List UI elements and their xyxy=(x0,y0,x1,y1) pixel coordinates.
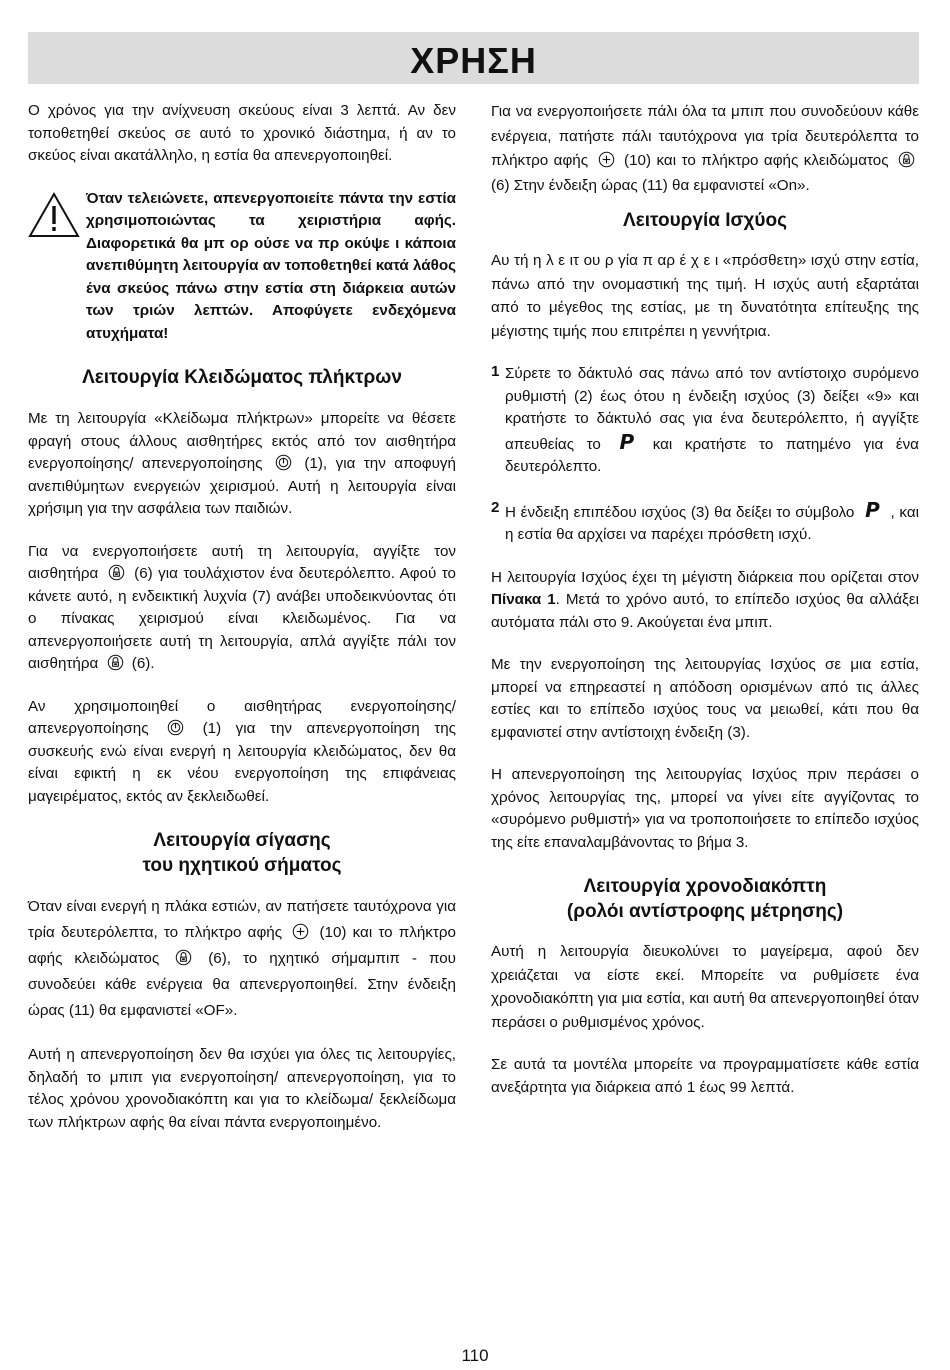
plus-icon xyxy=(292,923,309,940)
mute-paragraph-2: Αυτή η απενεργοποίηση δεν θα ισχύει για όλες τις λειτουργίες, δηλαδή το μπιπ για ενεργοποίηση/ απενεργοποίηση, για το τέλος χρόνου χρονοδιακόπτη και για το κλείδωμα/ ξεκλείδωμα των πλήκτρων αφής θα είναι πάντα ενεργοποιημένο. xyxy=(28,1046,456,1131)
heading-mute-line2: του ηχητικού σήματος xyxy=(142,855,342,876)
lock-p2-text-c: (6). xyxy=(131,655,155,672)
beep-text-b: (10) και το πλήκτρο αφής κλειδώματος xyxy=(624,152,889,169)
step-1-text-b: και κρατήστε το πατημένο για ένα δευτερόλεπτο. xyxy=(505,435,919,475)
lock-p2-text-b: (6) για τουλάχιστον ένα δευτερόλεπτο. Αφού το κάνετε αυτό, η ενδεικτική λυχνία (7) ανάβει υποδεικνύοντας ότι ο πίνακας χειρισμού είναι κλειδωμένος. Για να απενεργοποιήσετε αυτή τη λειτουργία, απλά αγγίξτε πάλι τον αισθητήρα xyxy=(28,565,456,672)
step-number: 2 xyxy=(491,498,500,516)
power-icon xyxy=(167,719,184,736)
lock-icon xyxy=(175,949,192,966)
power-boost-symbol: P xyxy=(619,429,635,454)
warning-icon xyxy=(28,192,80,238)
power-paragraph-3: Με την ενεργοποίηση της λειτουργίας Ισχύος σε μια εστία, μπορεί να επηρεαστεί η απόδοση ορισμένων από τις άλλες εστίες και το επίπεδο ισχύος τους να μειωθεί, κάτι που θα εμφανιστεί στην αντίστοιχη ένδειξη (3). xyxy=(491,656,919,741)
power-paragraph-4: Η απενεργοποίηση της λειτουργίας Ισχύος πριν περάσει ο χρόνος λειτουργίας της, μπορεί να γίνει είτε αγγίζοντας το «συρόμενο ρυθμιστή» για να τροποποιήσετε το επίπεδο ισχύος της είτε επαναλαμβάνοντας το βήμα 3. xyxy=(491,766,919,851)
power-boost-symbol: P xyxy=(865,497,880,522)
step-2-text-b: , και η εστία θα αρχίσει να παρέχει πρόσθετη ισχύ. xyxy=(505,503,919,543)
power-p2-text-a: Η λειτουργία Ισχύος έχει τη μέγιστη διάρκεια που ορίζεται στον xyxy=(491,568,919,586)
step-number: 1 xyxy=(491,363,500,380)
power-paragraph-2 xyxy=(491,567,919,635)
heading-timer-line2: (ρολόι αντίστροφης μέτρησης) xyxy=(566,901,844,922)
timer-paragraph-2: Σε αυτά τα μοντέλα μπορείτε να προγραμματίσετε κάθε εστία ανεξάρτητα για διάρκεια από 1 έως 99 λεπτά. xyxy=(491,1056,919,1096)
step-2-text xyxy=(505,499,919,547)
beep-text-c: (6) Στην ένδειξη ώρας (11) θα εμφανιστεί «On». xyxy=(491,176,810,194)
heading-timer-line1: Λειτουργία χρονοδιακόπτη xyxy=(583,876,827,897)
timer-paragraph-1: Αυτή η λειτουργία διευκολύνει το μαγείρεμα, αφού δεν χρειάζεται να είστε εκεί. Μπορείτε να ρυθμίσετε ένα χρονοδιακόπτη για μια εστία, και αυτή θα απενεργοποιηθεί όταν περάσει ο ρυθμισμένος χρόνος. xyxy=(491,943,919,1031)
left-column xyxy=(28,100,456,1134)
power-step-2 xyxy=(491,499,919,547)
step-2-text-a: Η ένδειξη επιπέδου ισχύος (3) θα δείξει το σύμβολο xyxy=(505,503,855,521)
warning-block xyxy=(28,188,456,346)
page-number: 110 xyxy=(461,1346,489,1365)
power-icon xyxy=(275,454,292,471)
step-1-text xyxy=(505,363,919,479)
mute-paragraph-1 xyxy=(28,894,456,1024)
lock-p1-text-b: (1), για την αποφυγή ανεπιθύμητων ενεργειών χειρισμού. Αυτή η λειτουργία είναι χρήσιμη για την ασφάλεια των παιδιών. xyxy=(28,455,456,517)
lock-paragraph-1 xyxy=(28,408,456,521)
warning-text: Όταν τελειώνετε, απενεργοποιείτε πάντα την εστία χρησιμοποιώντας τα χειριστήρια αφής. Διαφορετικά θα μπ ορ ούσε να πρ οκύψε ι κάποια ανεπιθύμητη λειτουργία αν τοποθετηθεί κατά λάθος ένα σκεύος πάνω στην εστία στη διάρκεια αυτών των τριών λεπτών. Αποφύγετε ενδεχόμενα ατυχήματα! xyxy=(86,189,456,342)
right-column xyxy=(491,100,919,1099)
power-step-1 xyxy=(491,363,919,479)
detection-paragraph: Ο χρόνος για την ανίχνευση σκεύους είναι 3 λεπτά. Αν δεν τοποθετηθεί σκεύος σε αυτό το χρονικό διάστημα, ή αν το σκεύος είναι ακατάλληλο, η εστία θα απενεργοποιηθεί. xyxy=(28,102,456,164)
heading-power: Λειτουργία Ισχύος xyxy=(623,210,787,231)
lock-p1-text-a: Με τη λειτουργία «Κλείδωμα πλήκτρων» μπορείτε να θέσετε φραγή στους άλλους αισθητήρες εκτός από τον αισθητήρα ενεργοποίησης/ απενεργοποίησης xyxy=(28,410,456,472)
lock-icon xyxy=(898,151,915,168)
beep-text-a: Για να ενεργοποιήσετε πάλι όλα τα μπιπ που συνοδεύουν κάθε ενέργεια, πατήστε πάλι ταυτόχρονα για τρία δευτερόλεπτα το πλήκτρο αφής xyxy=(491,103,919,169)
lock-paragraph-2 xyxy=(28,541,456,676)
lock-icon xyxy=(108,564,125,581)
beep-paragraph xyxy=(491,100,919,198)
plus-icon xyxy=(598,151,615,168)
mute-p1-text-a: Όταν είναι ενεργή η πλάκα εστιών, αν πατήσετε ταυτόχρονα για τρία δευτερόλεπτα, το πλήκτρο αφής xyxy=(28,898,456,941)
lock-icon xyxy=(107,654,124,671)
mute-p1-text-c: (6), το ηχητικό σήμαμπιπ - που συνοδεύει κάθε ενέργεια θα απενεργοποιηθεί. Στην ένδειξη ώρας (11) θα εμφανιστεί «OF». xyxy=(28,950,456,1019)
power-paragraph-1: Αυ τή η λ ε ιτ ου ρ γία π αρ έ χ ε ι «πρόσθετη» ισχύ στην εστία, πάνω από την ονομαστική της τιμή. Η ισχύς αυτή εξαρτάται από το μέγεθος της εστίας, με τη δυνατότητα επίτευξης της μέγιστης τιμής που επιτρέπει η γεννήτρια. xyxy=(491,252,919,340)
heading-key-lock: Λειτουργία Κλειδώματος πλήκτρων xyxy=(82,367,402,388)
step-1-text-a: Σύρετε το δάκτυλό σας πάνω από τον αντίστοιχο συρόμενο ρυθμιστή (2) έως ότου η ένδειξη ισχύος (3) δείξει «9» και κρατήστε το δάκτυλό σας για ένα δευτερόλεπτο, ή αγγίξτε απευθείας το xyxy=(505,365,919,453)
table-reference: Πίνακα 1 xyxy=(491,591,556,608)
page-header xyxy=(28,32,919,84)
lock-paragraph-3 xyxy=(28,696,456,809)
lock-p3-text-b: (1) για την απενεργοποίηση της συσκευής ενώ είναι ενεργή η λειτουργία κλειδώματος, δεν θα είναι εφικτή η εκ νέου ενεργοποίηση της επιφάνειας μαγειρέματος, εκτός αν ξεκλειδωθεί. xyxy=(28,720,456,805)
page-title: ΧΡΗΣΗ xyxy=(410,40,537,81)
lock-p3-text-a: Αν χρησιμοποιηθεί ο αισθητήρας ενεργοποίησης/ απενεργοποίησης xyxy=(28,697,456,737)
heading-mute-line1: Λειτουργία σίγασης xyxy=(153,830,331,851)
mute-p1-text-b: (10) και το πλήκτρο αφής κλειδώματος xyxy=(28,924,456,967)
lock-p2-text-a: Για να ενεργοποιήσετε αυτή τη λειτουργία, αγγίξτε τον αισθητήρα xyxy=(28,542,456,582)
power-p2-text-b: . Μετά το χρόνο αυτό, το επίπεδο ισχύος θα αλλάξει αυτόματα πάλι στο 9. Ακούγεται ένα μπιπ. xyxy=(491,591,920,631)
